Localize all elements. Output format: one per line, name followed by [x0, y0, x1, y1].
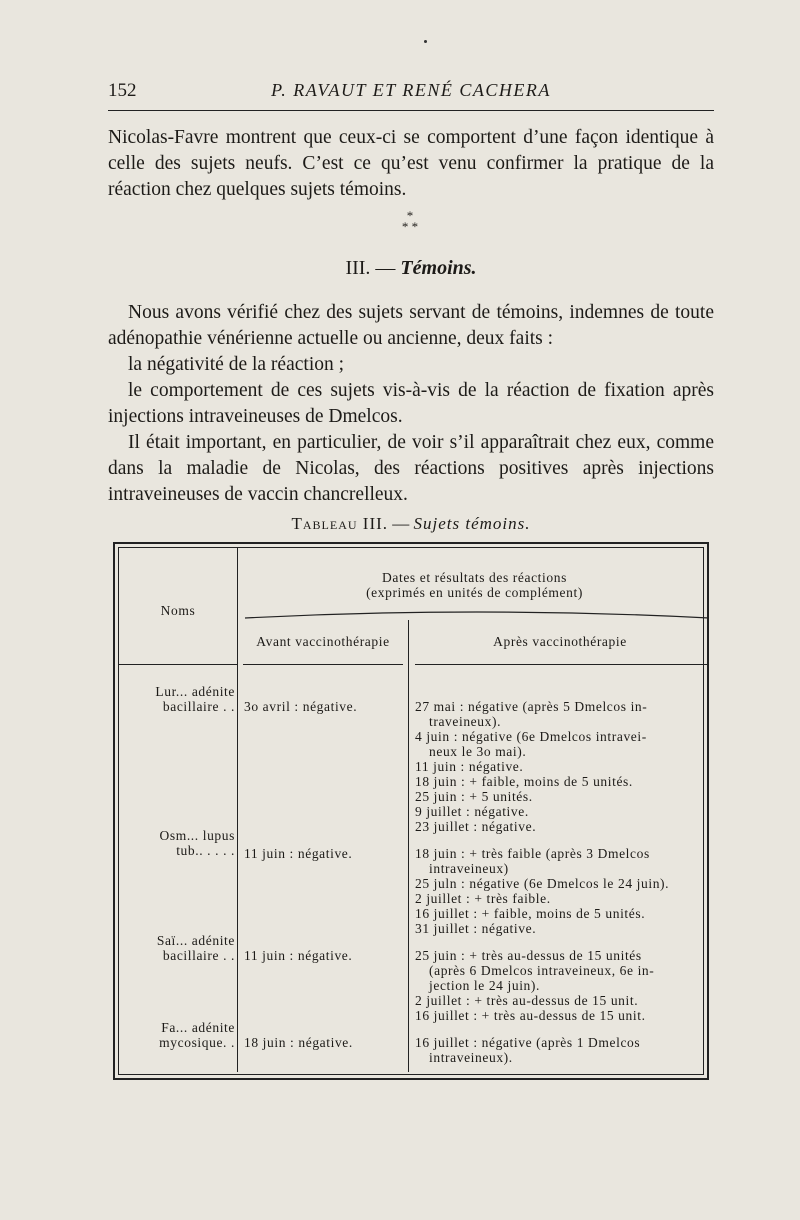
table-title: Sujets témoins.: [413, 514, 531, 533]
table-frame: [118, 547, 704, 1075]
table-row-4-avant: 18 juin : négative.: [244, 1035, 353, 1050]
paragraph-3: Il était important, en particulier, de voir s’il apparaîtrait chez eux, comme dans la maladie de Nicolas, des réactions positives après injections intraveineuses de vaccin chancrelleux.: [108, 432, 714, 505]
column-rule-avant: [408, 620, 409, 1072]
row-2-name-line-1: Osm... lupus: [159, 828, 235, 843]
table-row-3-apres: [415, 948, 711, 1023]
row-1-apres-line: 18 juin : + faible, moins de 5 unités.: [415, 774, 633, 789]
row-3-apres-line: 16 juillet : + très au-dessus de 15 unit.: [415, 1008, 646, 1023]
row-3-apres-line: jection le 24 juin).: [429, 978, 540, 993]
header-apres: Après vaccinothérapie: [493, 634, 627, 649]
section-heading: [108, 257, 714, 280]
header-rule-apres: [415, 664, 707, 665]
table-row-3-avant: 11 juin : négative.: [244, 948, 353, 963]
row-2-apres-line: 31 juillet : négative.: [415, 921, 537, 936]
row-2-apres-line: 18 juin : + très faible (après 3 Dmelcos: [415, 846, 650, 861]
header-rule: [108, 110, 714, 111]
table-caption: [108, 514, 714, 534]
row-1-name-line-1: Lur... adénite: [155, 684, 235, 699]
row-2-apres-line: intraveineux): [429, 861, 509, 876]
running-head: P. RAVAUT ET RENÉ CACHERA: [271, 80, 551, 100]
row-1-apres-line: 27 mai : négative (après 5 Dmelcos in-: [415, 699, 648, 714]
table-row-1-name: [119, 684, 235, 714]
table-label: Tableau III.: [291, 514, 389, 533]
star-bottom: * *: [401, 219, 419, 234]
row-4-apres-line: intraveineux).: [429, 1050, 513, 1065]
row-1-apres-line: neux le 3o mai).: [429, 744, 527, 759]
header-noms: Noms: [160, 603, 196, 618]
section-title: Témoins.: [400, 257, 477, 279]
header-group: [238, 570, 711, 600]
row-1-name-line-2: bacillaire . .: [162, 699, 235, 714]
header-avant: Avant vaccinothérapie: [256, 634, 390, 649]
row-3-name-line-1: Saï... adénite: [156, 933, 235, 948]
row-4-name-line-1: Fa... adénite: [161, 1020, 235, 1035]
header-group-line-1: Dates et résultats des réactions: [382, 570, 567, 585]
header-rule-avant: [243, 664, 403, 665]
row-1-apres-line: 25 juin : + 5 unités.: [415, 789, 533, 804]
row-1-apres-line: 4 juin : négative (6e Dmelcos intravei-: [415, 729, 647, 744]
table-row-1-avant: 3o avril : négative.: [244, 699, 358, 714]
row-2-apres-line: 2 juillet : + très faible.: [415, 891, 551, 906]
results-table: [113, 542, 709, 1080]
table-row-4-name: [119, 1020, 235, 1050]
list-item-1: la négativité de la réaction ;: [128, 354, 345, 375]
row-1-apres-line: 11 juin : négative.: [415, 759, 524, 774]
brace-curve: [245, 612, 709, 618]
section-separator-stars: [380, 210, 440, 232]
table-row-2-apres: [415, 846, 711, 936]
row-2-apres-line: 16 juillet : + faible, moins de 5 unités.: [415, 906, 646, 921]
paragraph-1: Nicolas-Favre montrent que ceux-ci se comportent d’une façon identique à celle des sujets neufs. C’est ce qu’est venu confirmer la pratique de la réaction chez quelques sujets témoins.: [108, 127, 714, 200]
header-group-line-2: (exprimés en unités de complément): [366, 585, 583, 600]
list-item-2: le comportement de ces sujets vis-à-vis de la réaction de fixation après injections intraveineuses de Dmelcos.: [108, 380, 714, 427]
table-row-4-apres: [415, 1035, 711, 1065]
section-number: III. —: [345, 257, 396, 279]
row-4-name-line-2: mycosique. .: [159, 1035, 235, 1050]
table-row-2-avant: 11 juin : négative.: [244, 846, 353, 861]
row-2-apres-line: 25 juln : négative (6e Dmelcos le 24 juin).: [415, 876, 670, 891]
row-3-apres-line: 2 juillet : + très au-dessus de 15 unit.: [415, 993, 639, 1008]
row-4-apres-line: 16 juillet : négative (après 1 Dmelcos: [415, 1035, 641, 1050]
table-row-2-name: [119, 828, 235, 858]
paragraph-2: Nous avons vérifié chez des sujets servant de témoins, indemnes de toute adénopathie vénérienne actuelle ou ancienne, deux faits :: [108, 302, 714, 349]
row-3-apres-line: 25 juin : + très au-dessus de 15 unités: [415, 948, 642, 963]
page-number: 152: [108, 80, 137, 101]
row-1-apres-line: 9 juillet : négative.: [415, 804, 529, 819]
row-3-apres-line: (après 6 Dmelcos intraveineux, 6e in-: [429, 963, 655, 978]
caption-separator: —: [392, 514, 410, 533]
row-3-name-line-2: bacillaire . .: [162, 948, 235, 963]
row-1-apres-line: traveineux).: [429, 714, 502, 729]
row-1-apres-line: 23 juillet : négative.: [415, 819, 537, 834]
table-row-1-apres: [415, 699, 711, 834]
ink-dot: [424, 40, 427, 43]
column-rule-names: [237, 548, 238, 1072]
page-header: [108, 80, 714, 106]
star-top: *: [406, 208, 414, 223]
header-rule-noms: [119, 664, 237, 665]
header-brace: [243, 608, 711, 624]
row-2-name-line-2: tub.. . . . .: [176, 843, 235, 858]
table-row-3-name: [119, 933, 235, 963]
